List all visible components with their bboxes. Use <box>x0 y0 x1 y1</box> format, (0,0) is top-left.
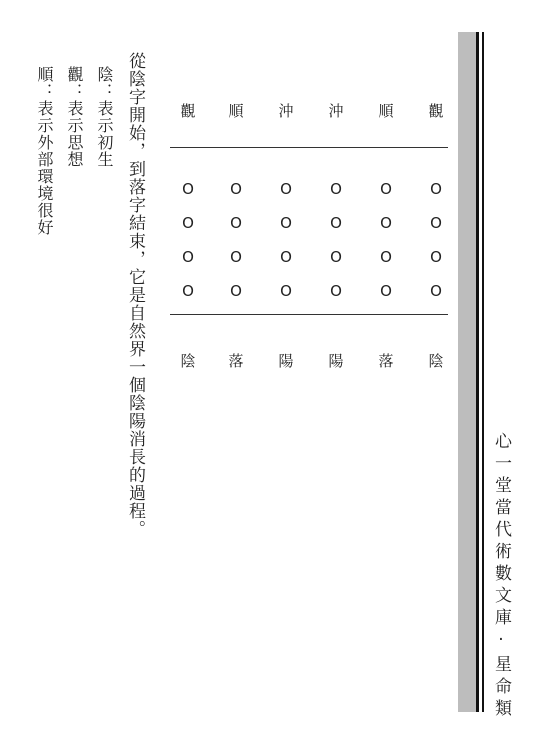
diagram-column <box>224 100 248 380</box>
column-top-label: 沖 <box>278 102 294 120</box>
line-mark: O <box>182 248 194 266</box>
note-yin: 陰：表示初生 <box>95 66 114 168</box>
line-diagram <box>160 100 460 380</box>
line-mark: O <box>280 180 292 198</box>
line-mark: O <box>330 248 342 266</box>
column-top-label: 觀 <box>428 102 444 120</box>
column-bottom-label: 落 <box>228 352 244 370</box>
column-bottom-label: 落 <box>378 352 394 370</box>
column-top-label: 沖 <box>328 102 344 120</box>
line-mark: O <box>230 282 242 300</box>
column-bottom-label: 陰 <box>428 352 444 370</box>
line-mark: O <box>230 248 242 266</box>
column-top-label: 觀 <box>180 102 196 120</box>
line-mark: O <box>230 180 242 198</box>
line-mark: O <box>430 214 442 232</box>
diagram-column <box>324 100 348 380</box>
series-title: 心一堂當代術數文庫·星命類 <box>491 432 511 721</box>
diagram-column <box>424 100 448 380</box>
diagram-column <box>374 100 398 380</box>
line-mark: O <box>430 180 442 198</box>
line-mark: O <box>380 214 392 232</box>
line-mark: O <box>280 248 292 266</box>
line-mark: O <box>380 248 392 266</box>
line-mark: O <box>280 214 292 232</box>
line-mark: O <box>330 180 342 198</box>
line-mark: O <box>430 248 442 266</box>
line-mark: O <box>280 282 292 300</box>
line-mark: O <box>182 282 194 300</box>
side-rule-thin <box>482 32 484 712</box>
column-top-label: 順 <box>378 102 394 120</box>
diagram-column <box>176 100 200 380</box>
side-rule-thick <box>476 32 479 712</box>
column-bottom-label: 陽 <box>328 352 344 370</box>
main-note: 從陰字開始，到落字結束，它是自然界一個陰陽消長的過程。 <box>125 52 145 538</box>
line-mark: O <box>330 214 342 232</box>
diagram-column <box>274 100 298 380</box>
column-bottom-label: 陰 <box>180 352 196 370</box>
line-mark: O <box>182 180 194 198</box>
column-bottom-label: 陽 <box>278 352 294 370</box>
note-guan: 觀：表示思想 <box>65 66 84 168</box>
line-mark: O <box>330 282 342 300</box>
side-gray-bar <box>458 32 476 712</box>
line-mark: O <box>230 214 242 232</box>
line-mark: O <box>182 214 194 232</box>
column-top-label: 順 <box>228 102 244 120</box>
line-mark: O <box>380 180 392 198</box>
line-mark: O <box>380 282 392 300</box>
line-mark: O <box>430 282 442 300</box>
note-shun: 順：表示外部環境很好 <box>35 66 54 236</box>
